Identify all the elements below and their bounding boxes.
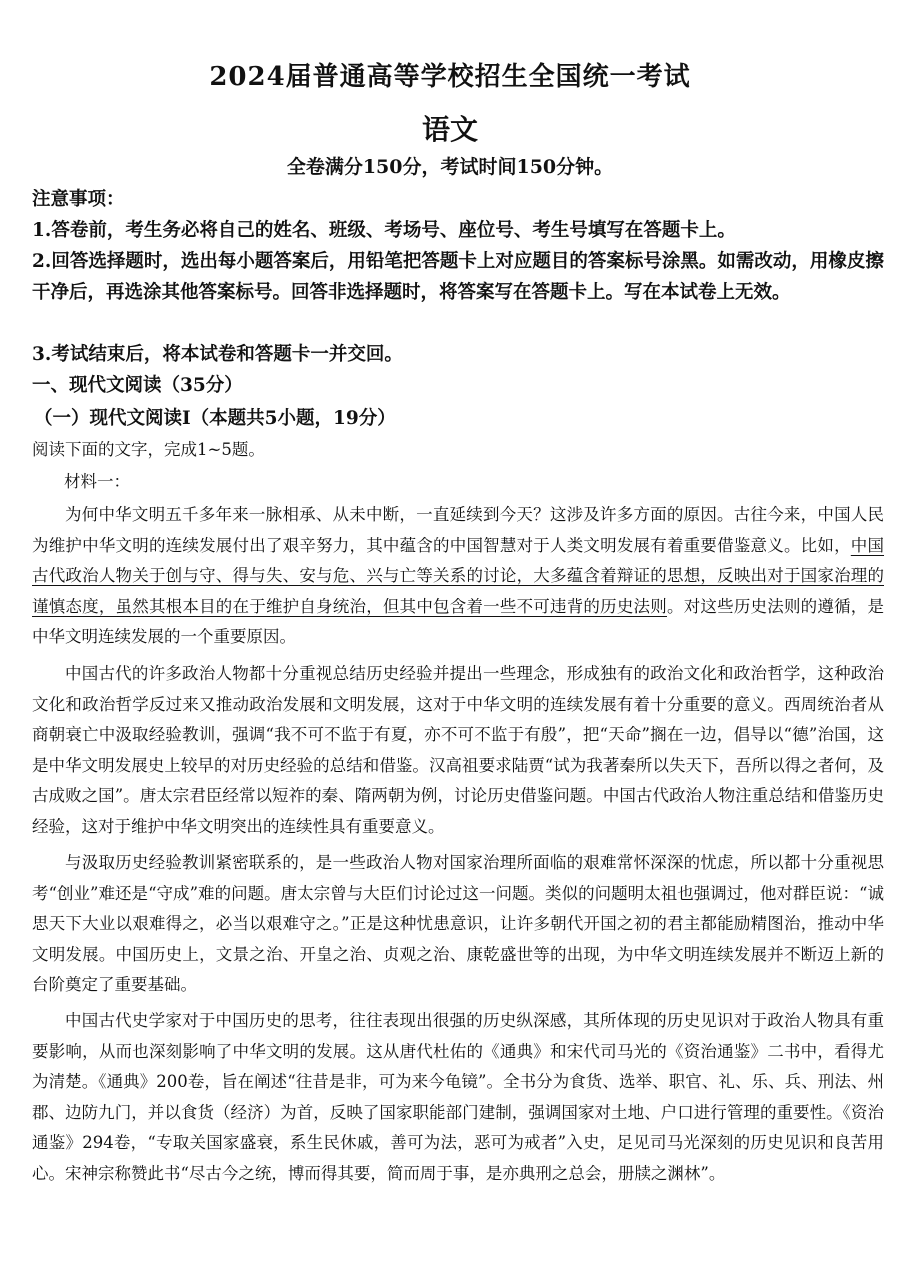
exam-title: 2024届普通高等学校招生全国统一考试 (209, 62, 691, 92)
material-label: 材料一： (64, 472, 130, 491)
score-info: 全卷满分150分，考试时间150分钟。 (286, 156, 614, 178)
notice-item-2: 2.回答选择题时，选出每小题答案后，用铅笔把答题卡上对应题目的答案标号涂黑。如需改动，用橡皮擦干净后，再选涂其他答案标号。回答非选择题时，将答案写在答题卡上。写在本试卷上无效。 (32, 251, 884, 303)
underlined-sentence: 中国古代政治人物关于创与守、得与失、安与危、兴与亡等关系的讨论，大多蕴含着辩证的思想，反映出对于国家治理的谨慎态度，虽然其根本目的在于维护自身统治，但其中包含着一些不可违背的历史法则 (32, 535, 885, 616)
subject-title: 语文 (421, 113, 478, 146)
paragraph-1-tail: 。对这些历史法则的遵循，是中华文明连续发展的一个重要原因。 (32, 596, 885, 646)
paragraph-4: 中国古代史学家对于中国历史的思考，往往表现出很强的历史纵深感，其所体现的历史见识对于政治人物具有重要影响，从而也深刻影响了中华文明的发展。这从唐代杜佑的《通典》和宋代司马光的《资治通鉴》二书中，看得尤为清楚。《通典》200卷，旨在阐述“往昔是非，可为来今龟镜”。全书分为食货、选举、职官、礼、乐、兵、刑法、州郡、边防九门，并以食货（经济）为首，反映了国家职能部门建制，强调国家对土地、户口进行管理的重要性。《资治通鉴》294卷，“专取关国家盛衰，系生民休戚，善可为法，恶可为戒者”入史，足见司马光深刻的历史见识和良苦用心。宋神宗称赞此书“尽古今之统，博而得其要，简而周于事，是亦典刑之总会，册牍之渊林”。 (32, 1011, 884, 1183)
subsection-heading: （一）现代文阅读Ⅰ（本题共5小题，19分） (34, 408, 396, 429)
paragraph-1-lead: 为何中华文明五千多年来一脉相承、从未中断，一直延续到今天？这涉及许多方面的原因。古往今来，中国人民为维护中华文明的连续发展付出了艰辛努力，其中蕴含的中国智慧对于人类文明发展有着重要借鉴意义。比如， (32, 505, 884, 555)
notice-item-1: 1.答卷前，考生务必将自己的姓名、班级、考场号、座位号、考生号填写在答题卡上。 (32, 220, 736, 241)
notice-heading: 注意事项： (32, 189, 125, 210)
paragraph-3: 与汲取历史经验教训紧密联系的，是一些政治人物对国家治理所面临的艰难常怀深深的忧虑，所以都十分重视思考“创业”难还是“守成”难的问题。唐太宗曾与大臣们讨论过这一问题。类似的问题明太祖也强调过，他对群臣说：“诚思天下大业以艰难得之，必当以艰难守之。”正是这种忧患意识，让许多朝代开国之初的君主都能励精图治，推动中华文明发展。中国历史上，文景之治、开皇之治、贞观之治、康乾盛世等的出现，为中华文明连续发展并不断迈上新的台阶奠定了重要基础。 (32, 853, 884, 994)
notice-item-3: 3.考试结束后，将本试卷和答题卡一并交回。 (32, 344, 403, 365)
paragraph-1 (32, 500, 884, 653)
reading-instruction: 阅读下面的文字，完成1~5题。 (32, 440, 265, 459)
paragraph-2: 中国古代的许多政治人物都十分重视总结历史经验并提出一些理念，形成独有的政治文化和政治哲学，这种政治文化和政治哲学反过来又推动政治发展和文明发展，这对于中华文明的连续发展有着十分重要的意义。西周统治者从商朝衰亡中汲取经验教训，强调“我不可不监于有夏，亦不可不监于有殷”，把“天命”搁在一边，倡导以“德”治国，这是中华文明发展史上较早的对历史经验的总结和借鉴。汉高祖要求陆贾“试为我著秦所以失天下，吾所以得之者何，及古成败之国”。唐太宗君臣经常以短祚的秦、隋两朝为例，讨论历史借鉴问题。中国古代政治人物注重总结和借鉴历史经验，这对于维护中华文明突出的连续性具有重要意义。 (32, 664, 884, 836)
section-heading: 一、现代文阅读（35分） (32, 375, 243, 396)
